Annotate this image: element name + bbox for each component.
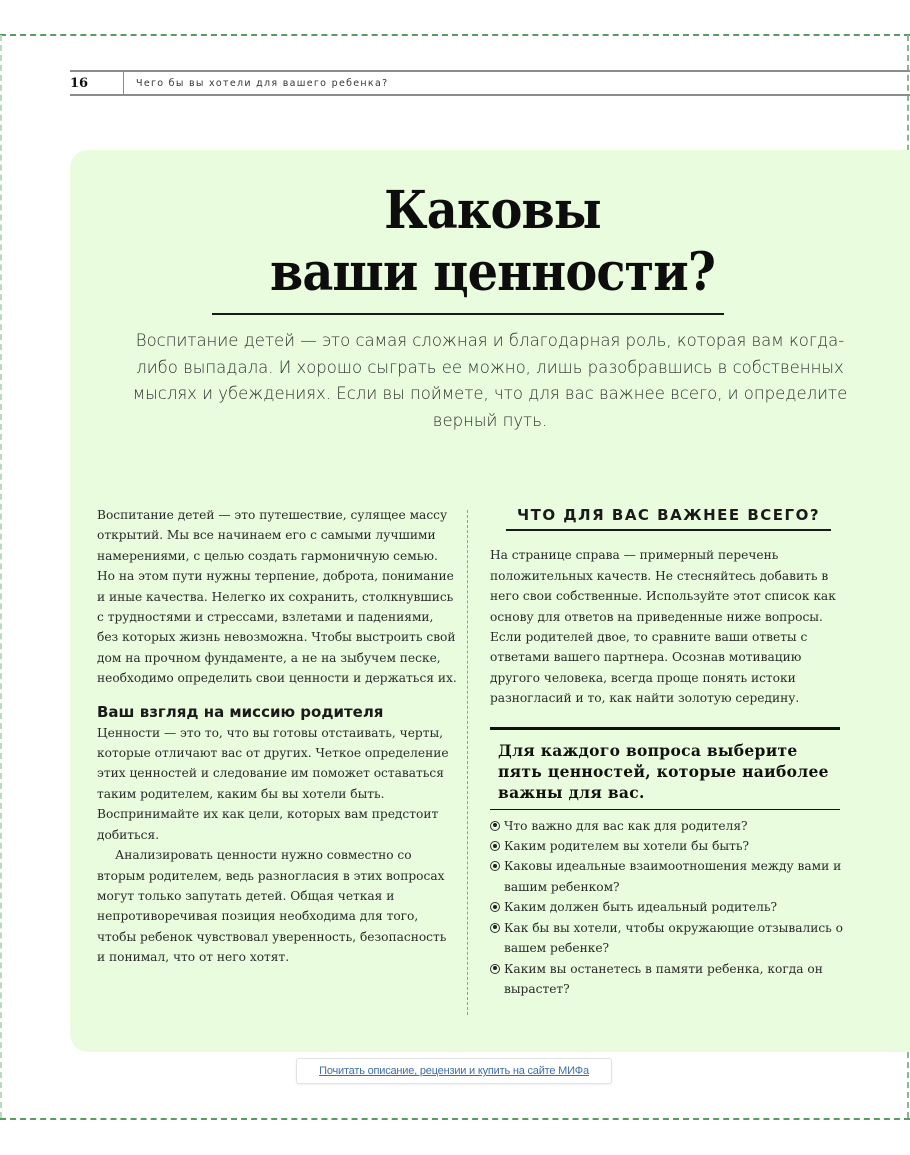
article-lede: Воспитание детей — это самая сложная и благодарная роль, которая вам когда-либо выпадала. И хорошо сыграть ее можно, лишь разобравшись в собственных мыслях и убеждениях. Если вы поймете, что для вас важнее всего, и определите верный путь. xyxy=(132,331,848,430)
question-text: Каким вы останетесь в памяти ребенка, когда он вырастет? xyxy=(504,961,823,996)
right-column xyxy=(490,505,845,999)
article-panel xyxy=(70,150,910,1052)
question-item xyxy=(490,959,845,1000)
page-number: 16 xyxy=(70,72,124,94)
task-box xyxy=(490,727,840,810)
question-item xyxy=(490,918,845,959)
mission-subhead: Ваш взгляд на миссию родителя xyxy=(97,702,384,721)
question-text: Как бы вы хотели, чтобы окружающие отзывались о вашем ребенке? xyxy=(504,920,844,956)
frame-bottom-border xyxy=(0,1118,910,1120)
column-divider xyxy=(467,510,468,1015)
article-title-line2: ваши ценности? xyxy=(270,242,715,303)
sidebar-intro: На странице справа — примерный перечень положительных качеств. Не стесняйтесь добавить в него свои собственные. Используйте этот список как основу для ответов на приведенные ниже вопросы. Если родителей двое, то сравните ваши ответы с ответами вашего партнера. Осознав мотивацию другого человека, всегда проще понять истоки разногласий и то, как найти золотую середину. xyxy=(490,548,836,706)
bullet-icon xyxy=(490,902,500,912)
title-rule xyxy=(212,313,724,315)
question-text: Что важно для вас как для родителя? xyxy=(504,818,748,833)
task-title: Для каждого вопроса выберите пять ценностей, которые наиболее важны для вас. xyxy=(498,740,829,802)
running-head xyxy=(70,70,910,96)
sidebar-heading: ЧТО ДЛЯ ВАС ВАЖНЕЕ ВСЕГО? xyxy=(506,505,831,531)
bullet-icon xyxy=(490,964,500,974)
mission-paragraph-2: Анализировать ценности нужно совместно со вторым родителем, ведь разногласия в этих вопросах могут только запутать детей. Общая четкая и непротиворечивая позиция необходима для того, чтобы ребенок чувствовал уверенность, безопасность и понимал, что от него хотят. xyxy=(97,848,447,965)
question-item xyxy=(490,856,845,897)
chapter-title: Чего бы вы хотели для вашего ребенка? xyxy=(136,77,389,89)
bullet-icon xyxy=(490,821,500,831)
question-list xyxy=(490,816,845,1000)
question-text: Каким должен быть идеальный родитель? xyxy=(504,900,778,915)
left-intro-paragraph: Воспитание детей — это путешествие, сулящее массу открытий. Мы все начинаем его с самыми лучшими намерениями, с целью создать гармоничную семью. Но на этом пути нужны терпение, доброта, понимание и иные качества. Нелегко их сохранить, столкнувшись с трудностями и стрессами, взлетами и падениями, без которых жизнь невозможна. Чтобы выстроить свой дом на прочном фундаменте, а не на зыбучем песке, необходимо определить свои ценности и держаться их. xyxy=(97,508,457,686)
question-text: Каким родителем вы хотели бы быть? xyxy=(504,839,750,854)
bullet-icon xyxy=(490,923,500,933)
frame-top-border xyxy=(0,34,910,36)
bullet-icon xyxy=(490,861,500,871)
left-column xyxy=(97,505,457,968)
question-text: Каковы идеальные взаимоотношения между вами и вашим ребенком? xyxy=(504,859,842,894)
frame-left-border xyxy=(0,35,2,1118)
buy-link-container xyxy=(296,1058,612,1084)
question-item xyxy=(490,816,845,836)
question-item xyxy=(490,836,845,856)
mission-paragraph-1: Ценности — это то, что вы готовы отстаивать, черты, которые отличают вас от других. Четкое определение этих ценностей и следование им поможет оставаться таким родителем, каким бы вы хотели быть. Воспринимайте их как цели, которых вам предстоит добиться. xyxy=(97,725,449,842)
buy-book-link[interactable]: Почитать описание, рецензии и купить на сайте МИФа xyxy=(319,1065,589,1077)
question-item xyxy=(490,897,845,917)
article-title-line1: Каковы xyxy=(384,180,601,241)
bullet-icon xyxy=(490,841,500,851)
